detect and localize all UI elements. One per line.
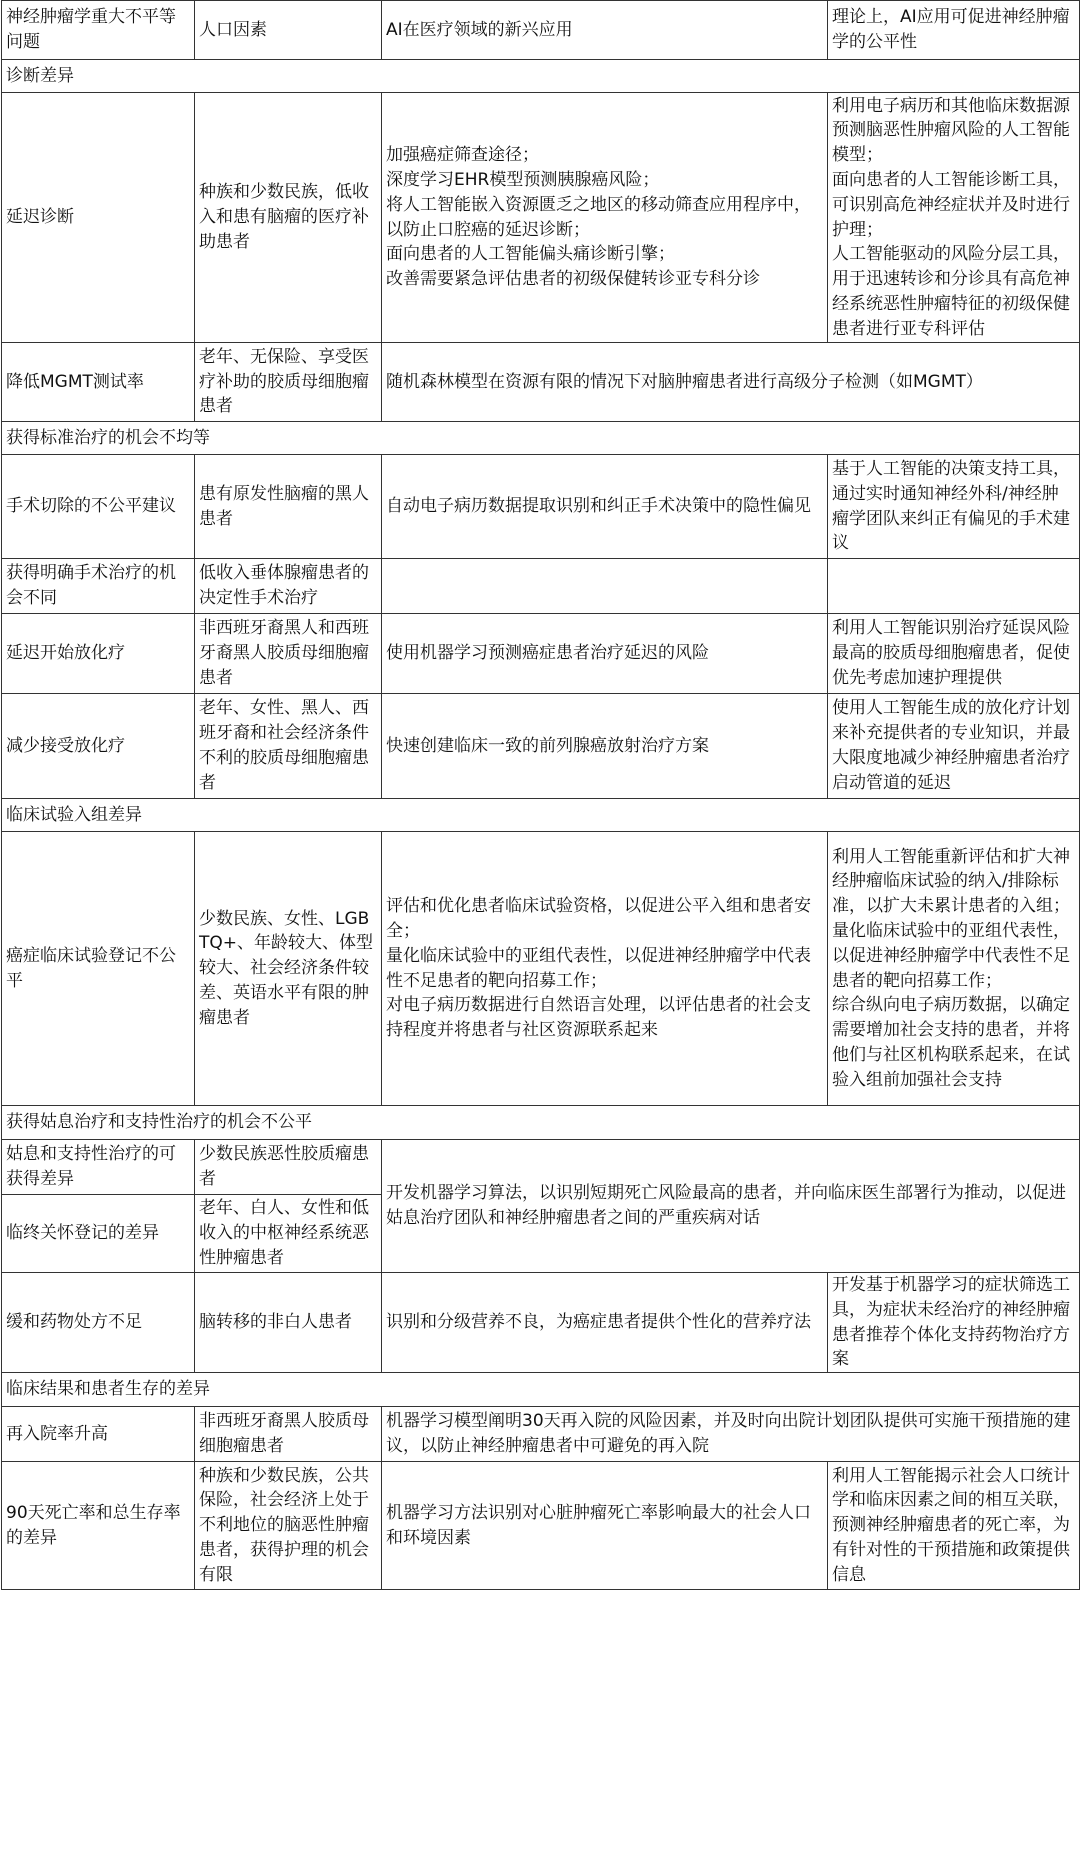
demographics-cell: 低收入垂体腺瘤患者的决定性手术治疗 <box>195 559 382 614</box>
equity-table <box>1 0 1080 1590</box>
section-title: 临床结果和患者生存的差异 <box>2 1373 1080 1407</box>
section-title: 诊断差异 <box>2 60 1080 93</box>
equity-potential-cell: 利用电子病历和其他临床数据源预测脑恶性肿瘤风险的人工智能模型； 面向患者的人工智能诊断工具，可识别高危神经症状并及时进行护理； 人工智能驱动的风险分层工具，用于迅速转诊和分诊具有高危神经系统恶性肿瘤特征的初级保健患者进行亚专科评估 <box>828 93 1080 343</box>
demographics-cell: 少数民族恶性胶质瘤患者 <box>195 1140 382 1195</box>
ai-applications-cell: 随机森林模型在资源有限的情况下对脑肿瘤患者进行高级分子检测（如MGMT） <box>382 343 1080 422</box>
ai-applications-cell: 自动电子病历数据提取识别和纠正手术决策中的隐性偏见 <box>382 455 828 559</box>
issue-cell: 缓和药物处方不足 <box>2 1273 195 1373</box>
section-title: 获得标准治疗的机会不均等 <box>2 422 1080 455</box>
issue-cell: 再入院率升高 <box>2 1407 195 1462</box>
table-row <box>2 93 1080 343</box>
equity-potential-cell: 基于人工智能的决策支持工具，通过实时通知神经外科/神经肿瘤学团队来纠正有偏见的手术建议 <box>828 455 1080 559</box>
section-title-row <box>2 1373 1080 1407</box>
demographics-cell: 患有原发性脑瘤的黑人患者 <box>195 455 382 559</box>
section-title-row <box>2 799 1080 832</box>
equity-potential-cell: 使用人工智能生成的放化疗计划来补充提供者的专业知识，并最大限度地减少神经肿瘤患者治疗启动管道的延迟 <box>828 694 1080 799</box>
table-row <box>2 614 1080 694</box>
demographics-cell: 脑转移的非白人患者 <box>195 1273 382 1373</box>
header-equity-potential: 理论上，AI应用可促进神经肿瘤学的公平性 <box>828 1 1080 60</box>
section-title: 获得姑息治疗和支持性治疗的机会不公平 <box>2 1106 1080 1140</box>
table-row <box>2 1407 1080 1462</box>
demographics-cell: 非西班牙裔黑人胶质母细胞瘤患者 <box>195 1407 382 1462</box>
section-title-row <box>2 422 1080 455</box>
ai-applications-cell: 机器学习方法识别对心脏肿瘤死亡率影响最大的社会人口和环境因素 <box>382 1462 828 1590</box>
issue-cell: 延迟诊断 <box>2 93 195 343</box>
table-row <box>2 1462 1080 1590</box>
issue-cell: 临终关怀登记的差异 <box>2 1195 195 1273</box>
issue-cell: 90天死亡率和总生存率的差异 <box>2 1462 195 1590</box>
header-issue: 神经肿瘤学重大不平等问题 <box>2 1 195 60</box>
table-row <box>2 455 1080 559</box>
demographics-cell: 少数民族、女性、LGBTQ+、年龄较大、体型较大、社会经济条件较差、英语水平有限的肿瘤患者 <box>195 832 382 1106</box>
demographics-cell: 老年、女性、黑人、西班牙裔和社会经济条件不利的胶质母细胞瘤患者 <box>195 694 382 799</box>
section-title-row <box>2 1106 1080 1140</box>
issue-cell: 延迟开始放化疗 <box>2 614 195 694</box>
equity-potential-cell: 利用人工智能重新评估和扩大神经肿瘤临床试验的纳入/排除标准，以扩大未累计患者的入组； 量化临床试验中的亚组代表性，以促进神经肿瘤学中代表性不足患者的靶向招募工作； 综合纵向电子病历数据，以确定需要增加社会支持的患者，并将他们与社区机构联系起来，在试验入组前加强社会支持 <box>828 832 1080 1106</box>
demographics-cell: 老年、无保险、享受医疗补助的胶质母细胞瘤患者 <box>195 343 382 422</box>
issue-cell: 姑息和支持性治疗的可获得差异 <box>2 1140 195 1195</box>
table-row <box>2 343 1080 422</box>
demographics-cell: 老年、白人、女性和低收入的中枢神经系统恶性肿瘤患者 <box>195 1195 382 1273</box>
demographics-cell: 非西班牙裔黑人和西班牙裔黑人胶质母细胞瘤患者 <box>195 614 382 694</box>
section-title-row <box>2 60 1080 93</box>
equity-potential-cell <box>828 559 1080 614</box>
ai-applications-cell: 识别和分级营养不良，为癌症患者提供个性化的营养疗法 <box>382 1273 828 1373</box>
ai-applications-cell: 评估和优化患者临床试验资格，以促进公平入组和患者安全； 量化临床试验中的亚组代表性，以促进神经肿瘤学中代表性不足患者的靶向招募工作； 对电子病历数据进行自然语言处理，以评估患者的社会支持程度并将患者与社区资源联系起来 <box>382 832 828 1106</box>
equity-potential-cell: 开发基于机器学习的症状筛选工具，为症状未经治疗的神经肿瘤患者推荐个体化支持药物治疗方案 <box>828 1273 1080 1373</box>
issue-cell: 减少接受放化疗 <box>2 694 195 799</box>
ai-applications-cell: 快速创建临床一致的前列腺癌放射治疗方案 <box>382 694 828 799</box>
table-row <box>2 559 1080 614</box>
header-ai-applications: AI在医疗领域的新兴应用 <box>382 1 828 60</box>
ai-applications-cell: 使用机器学习预测癌症患者治疗延迟的风险 <box>382 614 828 694</box>
header-row <box>2 1 1080 60</box>
table-row <box>2 1140 1080 1195</box>
issue-cell: 癌症临床试验登记不公平 <box>2 832 195 1106</box>
issue-cell: 获得明确手术治疗的机会不同 <box>2 559 195 614</box>
table-row <box>2 694 1080 799</box>
table-row <box>2 1273 1080 1373</box>
header-demographics: 人口因素 <box>195 1 382 60</box>
section-title: 临床试验入组差异 <box>2 799 1080 832</box>
issue-cell: 手术切除的不公平建议 <box>2 455 195 559</box>
ai-applications-cell: 机器学习模型阐明30天再入院的风险因素，并及时向出院计划团队提供可实施干预措施的建议，以防止神经肿瘤患者中可避免的再入院 <box>382 1407 1080 1462</box>
demographics-cell: 种族和少数民族，低收入和患有脑瘤的医疗补助患者 <box>195 93 382 343</box>
issue-cell: 降低MGMT测试率 <box>2 343 195 422</box>
demographics-cell: 种族和少数民族，公共保险，社会经济上处于不利地位的脑恶性肿瘤患者，获得护理的机会有限 <box>195 1462 382 1590</box>
ai-applications-cell: 开发机器学习算法，以识别短期死亡风险最高的患者，并向临床医生部署行为推动，以促进姑息治疗团队和神经肿瘤患者之间的严重疾病对话 <box>382 1140 1080 1273</box>
ai-applications-cell <box>382 559 828 614</box>
equity-potential-cell: 利用人工智能识别治疗延误风险最高的胶质母细胞瘤患者，促使优先考虑加速护理提供 <box>828 614 1080 694</box>
ai-applications-cell: 加强癌症筛查途径； 深度学习EHR模型预测胰腺癌风险； 将人工智能嵌入资源匮乏之地区的移动筛查应用程序中，以防止口腔癌的延迟诊断； 面向患者的人工智能偏头痛诊断引擎； 改善需要紧急评估患者的初级保健转诊亚专科分诊 <box>382 93 828 343</box>
table-row <box>2 832 1080 1106</box>
equity-potential-cell: 利用人工智能揭示社会人口统计学和临床因素之间的相互关联，预测神经肿瘤患者的死亡率，为有针对性的干预措施和政策提供信息 <box>828 1462 1080 1590</box>
